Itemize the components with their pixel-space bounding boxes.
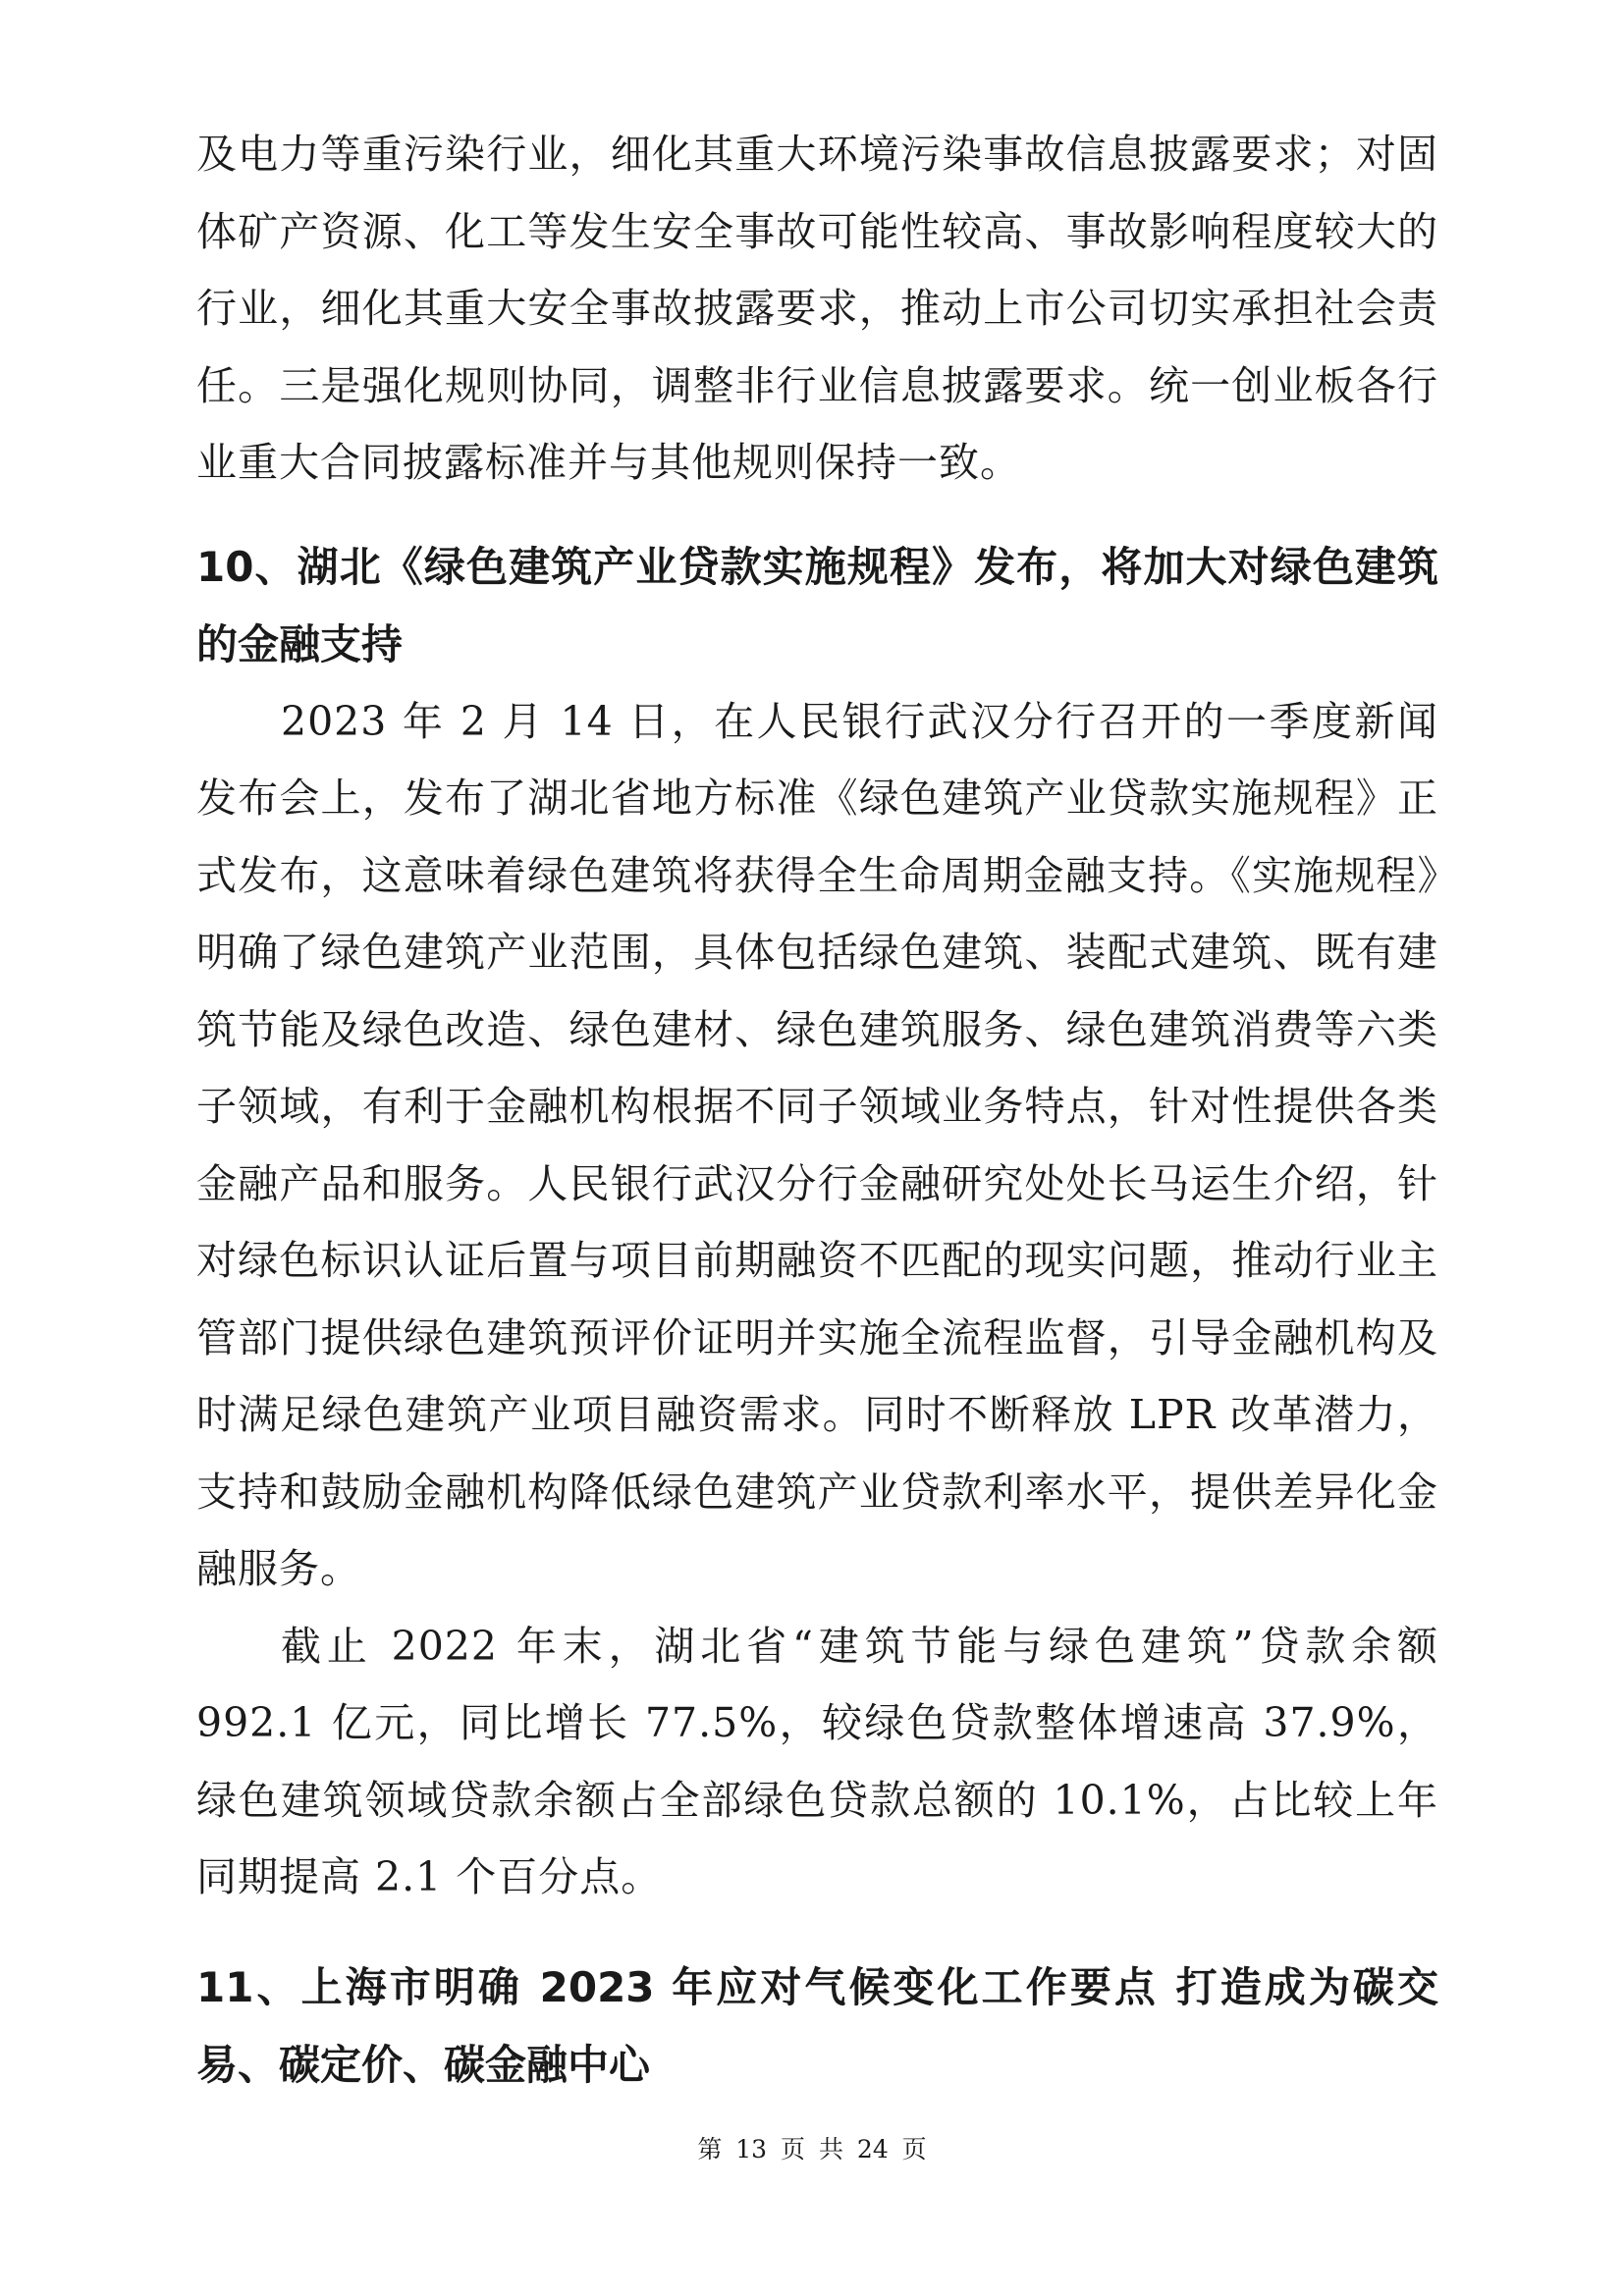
- section-10-heading: 10、湖北《绿色建筑产业贷款实施规程》发布，将加大对绿色建筑的金融支持: [196, 542, 1438, 668]
- page-number-footer: 第 13 页 共 24 页: [697, 2135, 927, 2163]
- section-10-paragraph-1: 2023 年 2 月 14 日，在人民银行武汉分行召开的一季度新闻发布会上，发布了湖北省地方标准《绿色建筑产业贷款实施规程》正式发布，这意味着绿色建筑将获得全生命周期金融支持。《实施规程》明确了绿色建筑产业范围，具体包括绿色建筑、装配式建筑、既有建筑节能及绿色改造、绿色建材、绿色建筑服务、绿色建筑消费等六类子领域，有利于金融机构根据不同子领域业务特点，针对性提供各类金融产品和服务。人民银行武汉分行金融研究处处长马运生介绍，针对绿色标识认证后置与项目前期融资不匹配的现实问题，推动行业主管部门提供绿色建筑预评价证明并实施全流程监督，引导金融机构及时满足绿色建筑产业项目融资需求。同时不断释放 LPR 改革潜力，支持和鼓励金融机构降低绿色建筑产业贷款利率水平，提供差异化金融服务。: [196, 697, 1438, 1592]
- section-11-heading: 11、上海市明确 2023 年应对气候变化工作要点 打造成为碳交易、碳定价、碳金融中心: [196, 1962, 1438, 2089]
- spacer: [196, 502, 1438, 528]
- page-content: [196, 116, 1438, 2104]
- spacer: [196, 1916, 1438, 1949]
- section-10-paragraph-2: 截止 2022 年末，湖北省“建筑节能与绿色建筑”贷款余额 992.1 亿元，同比增长 77.5%，较绿色贷款整体增速高 37.9%，绿色建筑领域贷款余额占全部绿色贷款总额的 10.1%，占比较上年同期提高 2.1 个百分点。: [196, 1622, 1438, 1900]
- continued-paragraph: 及电力等重污染行业，细化其重大环境污染事故信息披露要求；对固体矿产资源、化工等发生安全事故可能性较高、事故影响程度较大的行业，细化其重大安全事故披露要求，推动上市公司切实承担社会责任。三是强化规则协同，调整非行业信息披露要求。统一创业板各行业重大合同披露标准并与其他规则保持一致。: [196, 131, 1438, 486]
